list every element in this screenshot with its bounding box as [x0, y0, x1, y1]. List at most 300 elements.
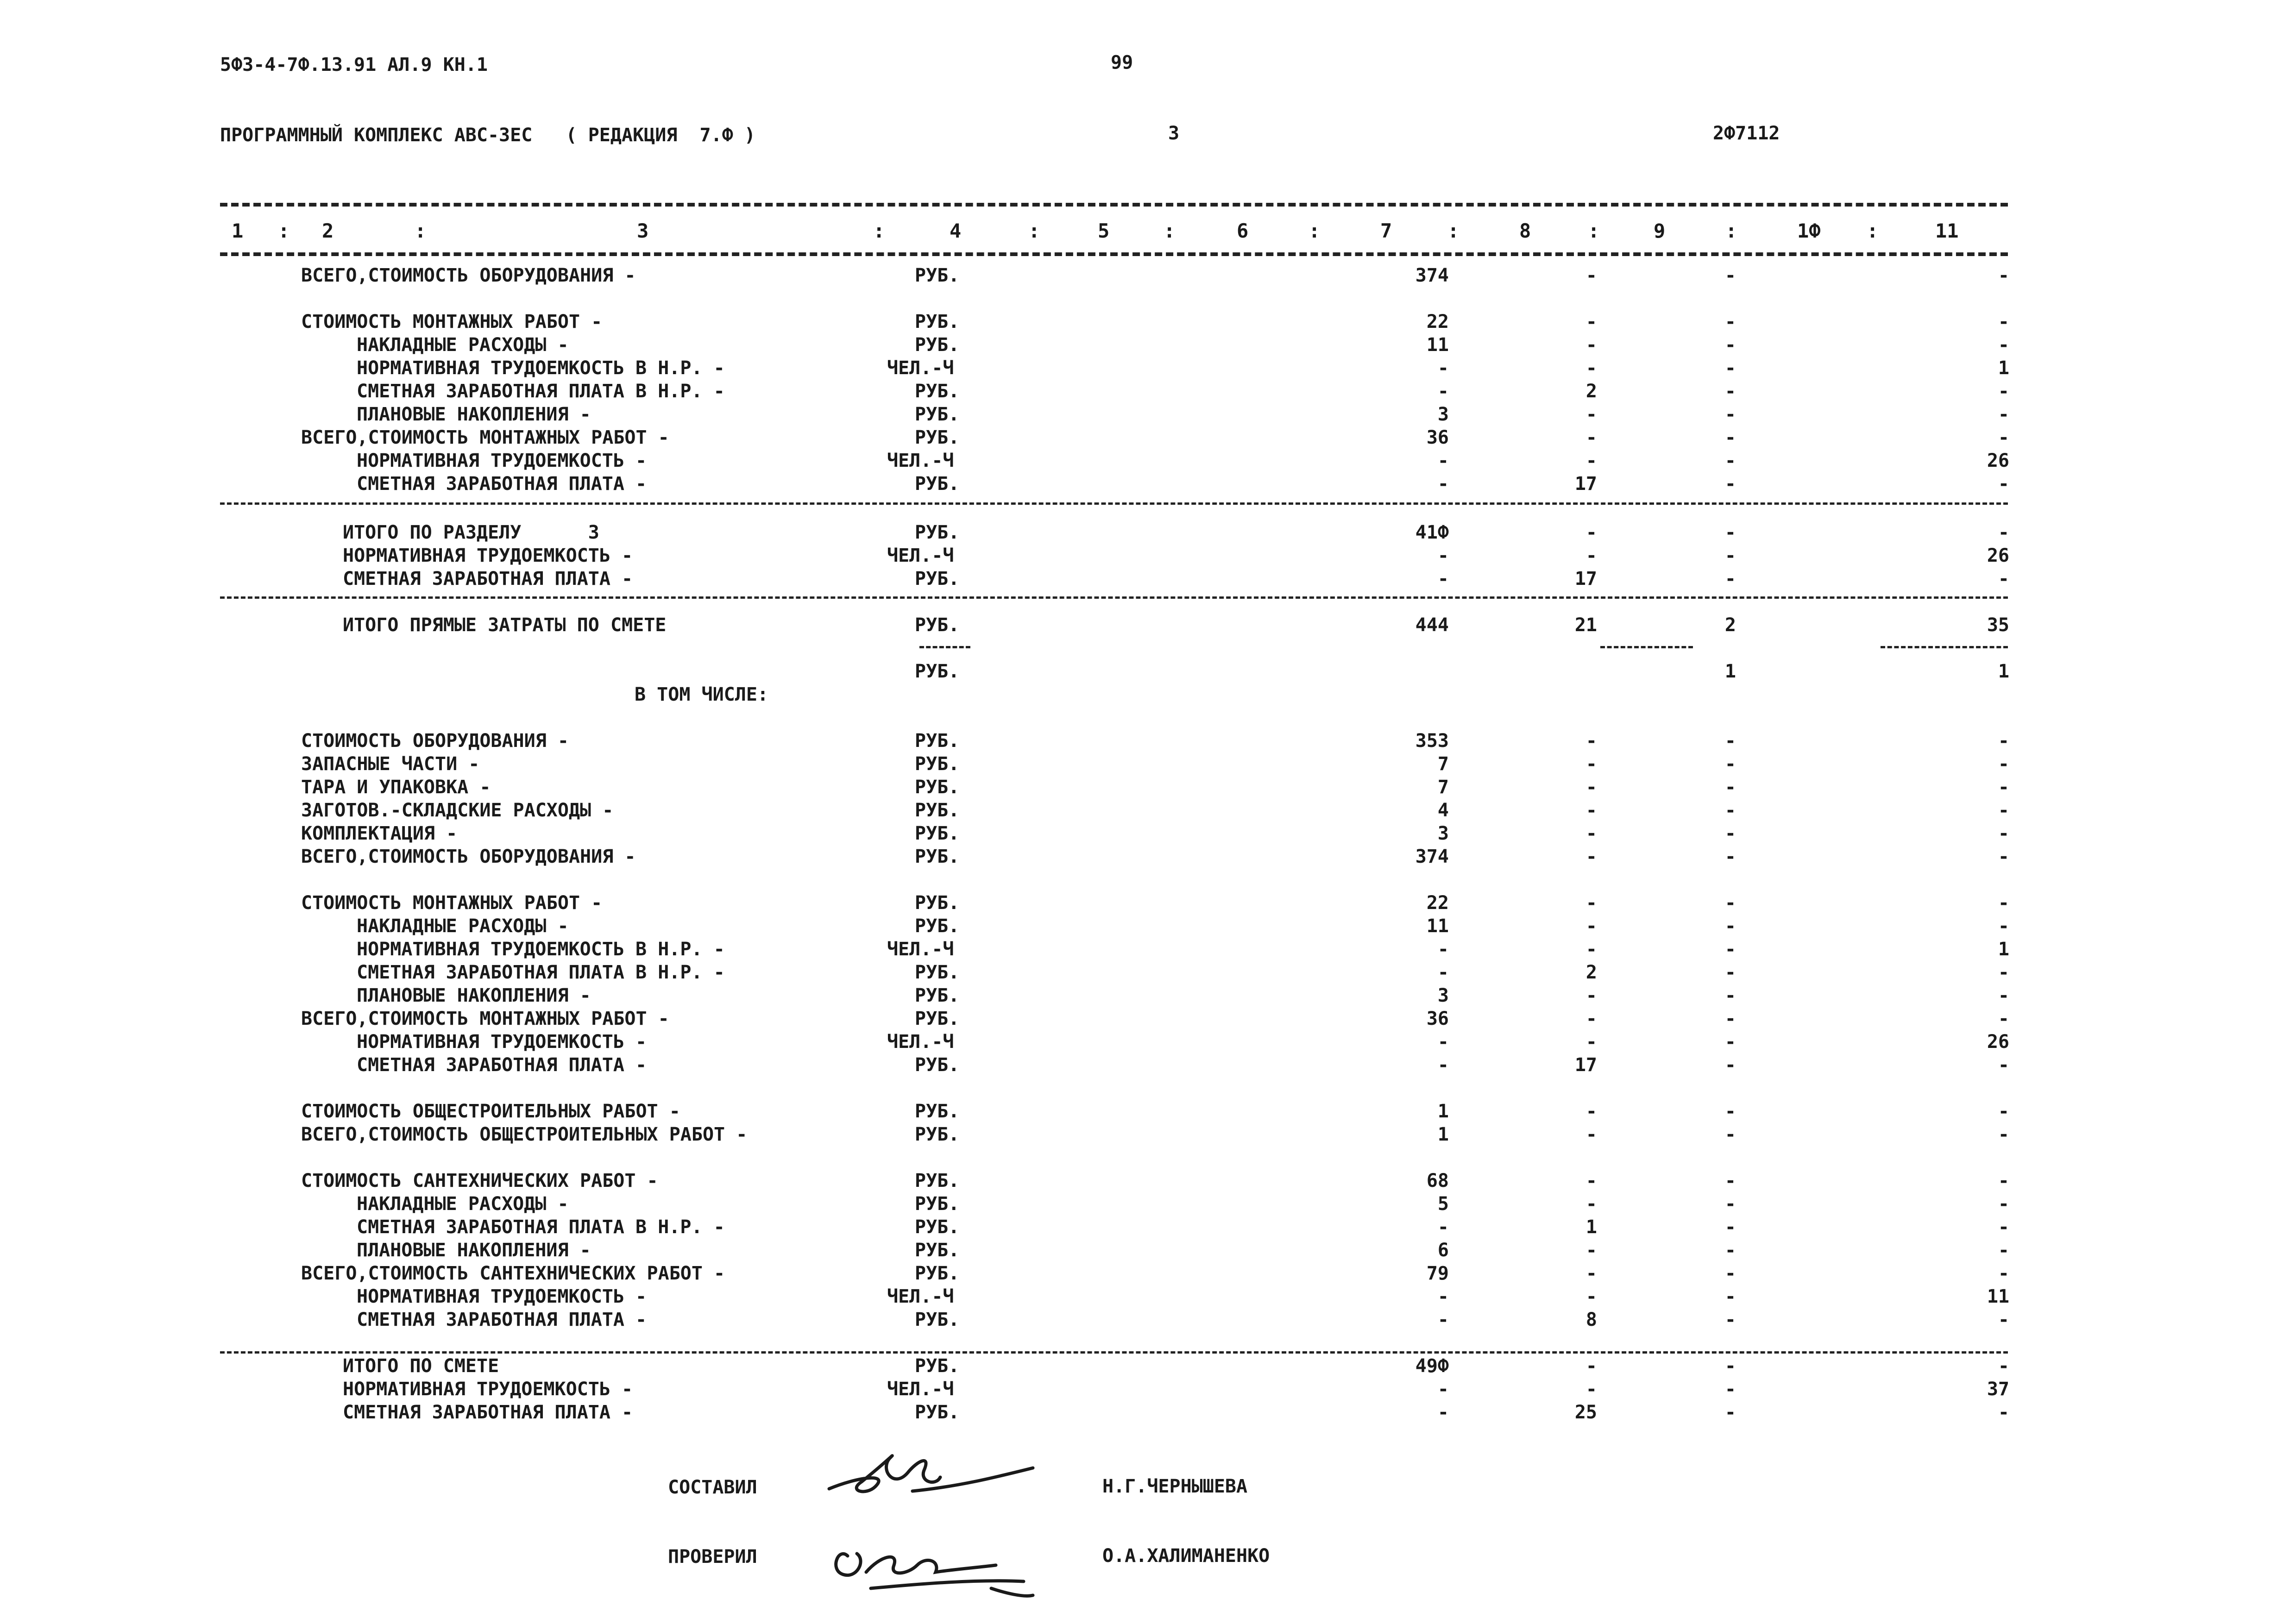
row-label: СТОИМОСТЬ МОНТАЖНЫХ РАБОТ -: [301, 311, 603, 332]
cell-col-7: 22: [1426, 892, 1449, 914]
row-label: СТОИМОСТЬ ОБЩЕСТРОИТЕЛЬНЫХ РАБОТ -: [301, 1101, 680, 1122]
table-row: [0, 1264, 2271, 1287]
cell-col-7: -: [1437, 939, 1449, 960]
page-number: 99: [1111, 52, 1133, 73]
row-unit: РУБ.: [915, 1008, 960, 1029]
cell-col-7: -: [1437, 1379, 1449, 1400]
row-label: СТОИМОСТЬ ОБОРУДОВАНИЯ -: [301, 730, 569, 752]
row-label: ИТОГО ПО СМЕТЕ: [343, 1355, 499, 1377]
cell-col-7: 11: [1426, 334, 1449, 356]
table-row: [0, 1287, 2271, 1310]
cell-col-9: -: [1724, 1355, 1736, 1377]
table-row: [0, 894, 2271, 917]
column-separator: :: [1447, 219, 1459, 242]
cell-col-8: 17: [1574, 1054, 1597, 1076]
cell-col-9: -: [1724, 892, 1736, 914]
row-unit: РУБ.: [915, 1124, 960, 1145]
row-unit: РУБ.: [915, 404, 960, 425]
cell-col-7: -: [1437, 1286, 1449, 1307]
cell-col-8: 8: [1585, 1309, 1597, 1330]
row-label: НАКЛАДНЫЕ РАСХОДЫ -: [357, 334, 569, 356]
row-label: ВСЕГО,СТОИМОСТЬ ОБЩЕСТРОИТЕЛЬНЫХ РАБОТ -: [301, 1124, 748, 1145]
cell-col-9: -: [1724, 962, 1736, 983]
row-label: НАКЛАДНЫЕ РАСХОДЫ -: [357, 915, 569, 937]
cell-col-7: 7: [1437, 777, 1449, 798]
table-row: [0, 847, 2271, 871]
column-separator: :: [1028, 219, 1040, 242]
column-9-subtotal-rule: [1600, 646, 1693, 648]
table-row: [0, 266, 2271, 289]
cell-col-7: -: [1437, 962, 1449, 983]
cell-col-11: -: [1998, 753, 2009, 775]
section-rule: [220, 1351, 2008, 1354]
cell-col-11: -: [1998, 427, 2009, 448]
table-row: [0, 1218, 2271, 1241]
row-unit: ЧЕЛ.-Ч: [887, 545, 954, 566]
row-label: СМЕТНАЯ ЗАРАБОТНАЯ ПЛАТА -: [343, 568, 633, 589]
row-unit: РУБ.: [915, 1263, 960, 1284]
cell-col-8: -: [1585, 985, 1597, 1006]
row-label: НОРМАТИВНАЯ ТРУДОЕМКОСТЬ -: [357, 1286, 647, 1307]
cell-col-9: 1: [1724, 661, 1736, 682]
table-row: [0, 917, 2271, 940]
cell-col-9: -: [1724, 939, 1736, 960]
cell-col-7: 353: [1415, 730, 1449, 752]
cell-col-9: -: [1724, 823, 1736, 844]
row-unit: ЧЕЛ.-Ч: [887, 450, 954, 471]
cell-col-8: -: [1585, 404, 1597, 425]
checker-name: О.А.ХАЛИМАНЕНКО: [1102, 1545, 1270, 1567]
row-unit: РУБ.: [915, 846, 960, 867]
cell-col-11: -: [1998, 1170, 2009, 1191]
cell-col-11: -: [1998, 1216, 2009, 1238]
row-unit: РУБ.: [915, 753, 960, 775]
row-label: СМЕТНАЯ ЗАРАБОТНАЯ ПЛАТА -: [357, 473, 647, 495]
cell-col-8: -: [1585, 1008, 1597, 1029]
row-label: СТОИМОСТЬ МОНТАЖНЫХ РАБОТ -: [301, 892, 603, 914]
table-row: [0, 1102, 2271, 1125]
cell-col-11: -: [1998, 334, 2009, 356]
row-label: СМЕТНАЯ ЗАРАБОТНАЯ ПЛАТА В Н.Р. -: [357, 962, 725, 983]
cell-col-7: 5: [1437, 1193, 1449, 1215]
row-label: СМЕТНАЯ ЗАРАБОТНАЯ ПЛАТА В Н.Р. -: [357, 1216, 725, 1238]
cell-col-7: -: [1437, 473, 1449, 495]
cell-col-11: -: [1998, 915, 2009, 937]
cell-col-9: -: [1724, 545, 1736, 566]
cell-col-8: -: [1585, 311, 1597, 332]
section-rule: [220, 502, 2008, 505]
row-label: СМЕТНАЯ ЗАРАБОТНАЯ ПЛАТА -: [357, 1054, 647, 1076]
table-row: [0, 1380, 2271, 1403]
row-label: ПЛАНОВЫЕ НАКОПЛЕНИЯ -: [357, 1240, 591, 1261]
cell-col-9: -: [1724, 777, 1736, 798]
table-row: [0, 778, 2271, 801]
row-unit: РУБ.: [915, 1054, 960, 1076]
table-row: [0, 963, 2271, 986]
section-rule: [220, 596, 2008, 599]
row-unit: РУБ.: [915, 568, 960, 589]
cell-col-11: -: [1998, 568, 2009, 589]
cell-col-9: -: [1724, 311, 1736, 332]
compiled-by-label: СОСТАВИЛ: [668, 1477, 757, 1498]
table-row: [0, 428, 2271, 451]
cell-col-7: 374: [1415, 265, 1449, 286]
cell-col-7: 374: [1415, 846, 1449, 867]
row-unit: РУБ.: [915, 915, 960, 937]
cell-col-8: 17: [1574, 568, 1597, 589]
row-label: ВСЕГО,СТОИМОСТЬ ОБОРУДОВАНИЯ -: [301, 265, 636, 286]
cell-col-7: -: [1437, 450, 1449, 471]
column-header-4: 4: [950, 219, 962, 242]
row-unit: РУБ.: [915, 1402, 960, 1423]
column-header-7: 7: [1380, 219, 1392, 242]
cell-col-7: 3: [1437, 823, 1449, 844]
cell-col-11: -: [1998, 800, 2009, 821]
column-separator: :: [278, 219, 290, 242]
cell-col-9: -: [1724, 730, 1736, 752]
row-unit: ЧЕЛ.-Ч: [887, 1286, 954, 1307]
cell-col-11: 1: [1998, 661, 2009, 682]
checker-signature: [829, 1528, 1070, 1602]
cell-col-7: -: [1437, 1309, 1449, 1330]
row-unit: ЧЕЛ.-Ч: [887, 1379, 954, 1400]
compiler-signature: [820, 1445, 1038, 1510]
column-header-10: 1Ф: [1797, 219, 1821, 242]
cell-col-7: -: [1437, 381, 1449, 402]
cell-col-8: 1: [1585, 1216, 1597, 1238]
row-label: НОРМАТИВНАЯ ТРУДОЕМКОСТЬ В Н.Р. -: [357, 357, 725, 379]
cell-col-11: -: [1998, 823, 2009, 844]
row-label: ИТОГО ПО РАЗДЕЛУ 3: [343, 522, 599, 543]
cell-col-11: 1: [1998, 939, 2009, 960]
cell-col-11: -: [1998, 1240, 2009, 1261]
table-row: [0, 824, 2271, 847]
cell-col-11: -: [1998, 1008, 2009, 1029]
cell-col-9: -: [1724, 357, 1736, 379]
row-label: СМЕТНАЯ ЗАРАБОТНАЯ ПЛАТА -: [343, 1402, 633, 1423]
cell-col-8: 21: [1574, 614, 1597, 636]
cell-col-8: -: [1585, 357, 1597, 379]
cell-col-8: -: [1585, 939, 1597, 960]
column-header-11: 11: [1935, 219, 1959, 242]
column-separator: :: [1867, 219, 1879, 242]
table-row: [0, 940, 2271, 963]
cell-col-11: -: [1998, 473, 2009, 495]
row-unit: РУБ.: [915, 823, 960, 844]
cell-col-11: 11: [1987, 1286, 2009, 1307]
cell-col-9: -: [1724, 404, 1736, 425]
cell-col-8: -: [1585, 1031, 1597, 1053]
cell-col-11: -: [1998, 962, 2009, 983]
cell-col-7: 68: [1426, 1170, 1449, 1191]
row-unit: РУБ.: [915, 381, 960, 402]
row-label: ВСЕГО,СТОИМОСТЬ МОНТАЖНЫХ РАБОТ -: [301, 1008, 669, 1029]
row-label: НОРМАТИВНАЯ ТРУДОЕМКОСТЬ -: [343, 545, 633, 566]
cell-col-8: -: [1585, 1355, 1597, 1377]
cell-col-8: 25: [1574, 1402, 1597, 1423]
cell-col-11: 26: [1987, 1031, 2009, 1053]
cell-col-7: 1: [1437, 1124, 1449, 1145]
cell-col-8: -: [1585, 1193, 1597, 1215]
cell-col-7: -: [1437, 568, 1449, 589]
cell-col-11: -: [1998, 1054, 2009, 1076]
cell-col-8: -: [1585, 1101, 1597, 1122]
cell-col-9: -: [1724, 1124, 1736, 1145]
cell-col-8: -: [1585, 265, 1597, 286]
cell-col-9: -: [1724, 265, 1736, 286]
cell-col-7: -: [1437, 1402, 1449, 1423]
row-unit: РУБ.: [915, 311, 960, 332]
cell-col-11: -: [1998, 1124, 2009, 1145]
table-row: [0, 1056, 2271, 1079]
cell-col-9: -: [1724, 427, 1736, 448]
cell-col-7: -: [1437, 545, 1449, 566]
table-row: [0, 1310, 2271, 1334]
cell-col-9: -: [1724, 1054, 1736, 1076]
table-row: [0, 1357, 2271, 1380]
column-11-subtotal-rule: [1881, 646, 2008, 648]
cell-col-9: -: [1724, 1031, 1736, 1053]
cell-col-8: -: [1585, 915, 1597, 937]
cell-col-9: -: [1724, 753, 1736, 775]
compiler-name: Н.Г.ЧЕРНЫШЕВА: [1102, 1476, 1248, 1497]
cell-col-9: -: [1724, 985, 1736, 1006]
row-label: ВСЕГО,СТОИМОСТЬ МОНТАЖНЫХ РАБОТ -: [301, 427, 669, 448]
cell-col-9: -: [1724, 522, 1736, 543]
table-row: [0, 1241, 2271, 1264]
cell-col-9: -: [1724, 381, 1736, 402]
cell-col-8: -: [1585, 892, 1597, 914]
cell-col-9: -: [1724, 1008, 1736, 1029]
row-unit: РУБ.: [915, 473, 960, 495]
cell-col-7: -: [1437, 1216, 1449, 1238]
cell-col-8: -: [1585, 334, 1597, 356]
cell-col-7: 11: [1426, 915, 1449, 937]
cell-col-11: -: [1998, 1402, 2009, 1423]
document-id: 2Ф7112: [1713, 123, 1780, 144]
table-row: [0, 801, 2271, 824]
cell-col-7: 4: [1437, 800, 1449, 821]
column-separator: :: [1725, 219, 1737, 242]
table-row: [0, 1195, 2271, 1218]
cell-col-9: -: [1724, 1101, 1736, 1122]
cell-col-9: -: [1724, 1379, 1736, 1400]
row-unit: РУБ.: [915, 1193, 960, 1215]
cell-col-8: 2: [1585, 381, 1597, 402]
program-title: ПРОГРАММНЫЙ КОМПЛЕКС АВС-3ЕС ( РЕДАКЦИЯ 7.Ф ): [220, 125, 755, 146]
cell-col-11: -: [1998, 730, 2009, 752]
column-header-2: 2: [322, 219, 334, 242]
row-unit: РУБ.: [915, 1216, 960, 1238]
cell-col-7: 36: [1426, 1008, 1449, 1029]
row-label: НОРМАТИВНАЯ ТРУДОЕМКОСТЬ -: [343, 1379, 633, 1400]
cell-col-11: -: [1998, 1193, 2009, 1215]
cell-col-11: -: [1998, 1355, 2009, 1377]
column-separator: :: [1164, 219, 1176, 242]
column-separator: :: [1308, 219, 1321, 242]
cell-col-9: -: [1724, 1240, 1736, 1261]
row-label: ЗАПАСНЫЕ ЧАСТИ -: [301, 753, 480, 775]
cell-col-9: -: [1724, 1216, 1736, 1238]
cell-col-11: -: [1998, 985, 2009, 1006]
document-code: 5Ф3-4-7Ф.13.91 АЛ.9 КН.1: [220, 54, 488, 75]
row-unit: ЧЕЛ.-Ч: [887, 939, 954, 960]
cell-col-8: -: [1585, 545, 1597, 566]
cell-col-9: -: [1724, 1263, 1736, 1284]
column-header-9: 9: [1654, 219, 1666, 242]
cell-col-8: -: [1585, 777, 1597, 798]
row-unit: РУБ.: [915, 1355, 960, 1377]
row-unit: РУБ.: [915, 985, 960, 1006]
cell-col-8: 17: [1574, 473, 1597, 495]
row-unit: РУБ.: [915, 777, 960, 798]
cell-col-7: 79: [1426, 1263, 1449, 1284]
row-label: НОРМАТИВНАЯ ТРУДОЕМКОСТЬ -: [357, 1031, 647, 1053]
row-unit: РУБ.: [915, 265, 960, 286]
row-unit: ЧЕЛ.-Ч: [887, 1031, 954, 1053]
unit-subtotal-rule: [919, 646, 970, 648]
cell-col-11: -: [1998, 892, 2009, 914]
cell-col-8: -: [1585, 823, 1597, 844]
table-row: [0, 382, 2271, 405]
cell-col-11: 37: [1987, 1379, 2009, 1400]
column-header-5: 5: [1098, 219, 1110, 242]
row-unit: РУБ.: [915, 427, 960, 448]
cell-col-9: -: [1724, 800, 1736, 821]
cell-col-8: -: [1585, 522, 1597, 543]
row-unit: РУБ.: [915, 1309, 960, 1330]
cell-col-7: 41Ф: [1415, 522, 1449, 543]
table-row: [0, 405, 2271, 428]
row-unit: РУБ.: [915, 661, 960, 682]
table-row: [0, 986, 2271, 1010]
cell-col-8: -: [1585, 1263, 1597, 1284]
cell-col-8: -: [1585, 753, 1597, 775]
cell-col-11: -: [1998, 1263, 2009, 1284]
cell-col-8: -: [1585, 730, 1597, 752]
row-label: СМЕТНАЯ ЗАРАБОТНАЯ ПЛАТА В Н.Р. -: [357, 381, 725, 402]
row-unit: РУБ.: [915, 730, 960, 752]
table-top-rule: [220, 203, 2008, 207]
cell-col-9: -: [1724, 1402, 1736, 1423]
table-row: [0, 616, 2271, 639]
cell-col-9: -: [1724, 1170, 1736, 1191]
cell-col-11: -: [1998, 381, 2009, 402]
cell-col-11: -: [1998, 1309, 2009, 1330]
column-separator: :: [415, 219, 427, 242]
cell-col-11: 35: [1987, 614, 2009, 636]
cell-col-7: 22: [1426, 311, 1449, 332]
cell-col-8: -: [1585, 846, 1597, 867]
cell-col-9: -: [1724, 846, 1736, 867]
cell-col-7: 3: [1437, 404, 1449, 425]
cell-col-8: -: [1585, 1286, 1597, 1307]
table-row: [0, 662, 2271, 685]
cell-col-9: -: [1724, 1286, 1736, 1307]
row-unit: ЧЕЛ.-Ч: [887, 357, 954, 379]
cell-col-8: -: [1585, 450, 1597, 471]
cell-col-11: 26: [1987, 545, 2009, 566]
cell-col-11: -: [1998, 311, 2009, 332]
row-label: В ТОМ ЧИСЛЕ:: [635, 684, 768, 705]
row-label: ВСЕГО,СТОИМОСТЬ ОБОРУДОВАНИЯ -: [301, 846, 636, 867]
cell-col-11: -: [1998, 777, 2009, 798]
row-label: СТОИМОСТЬ САНТЕХНИЧЕСКИХ РАБОТ -: [301, 1170, 658, 1191]
cell-col-8: -: [1585, 427, 1597, 448]
table-row: [0, 313, 2271, 336]
table-row: [0, 475, 2271, 498]
cell-col-7: 6: [1437, 1240, 1449, 1261]
row-label: НОРМАТИВНАЯ ТРУДОЕМКОСТЬ В Н.Р. -: [357, 939, 725, 960]
cell-col-7: 3: [1437, 985, 1449, 1006]
row-label: НАКЛАДНЫЕ РАСХОДЫ -: [357, 1193, 569, 1215]
row-unit: РУБ.: [915, 1101, 960, 1122]
row-unit: РУБ.: [915, 334, 960, 356]
table-row: [0, 546, 2271, 570]
row-unit: РУБ.: [915, 962, 960, 983]
cell-col-11: -: [1998, 404, 2009, 425]
cell-col-7: -: [1437, 1031, 1449, 1053]
cell-col-7: 1: [1437, 1101, 1449, 1122]
row-label: ПЛАНОВЫЕ НАКОПЛЕНИЯ -: [357, 404, 591, 425]
table-row: [0, 685, 2271, 709]
row-label: КОМПЛЕКТАЦИЯ -: [301, 823, 458, 844]
table-row: [0, 336, 2271, 359]
cell-col-9: -: [1724, 473, 1736, 495]
column-header-8: 8: [1519, 219, 1531, 242]
column-header-1: 1: [232, 219, 244, 242]
cell-col-8: 2: [1585, 962, 1597, 983]
cell-col-9: -: [1724, 568, 1736, 589]
sheet-number: 3: [1168, 123, 1180, 144]
cell-col-7: 49Ф: [1415, 1355, 1449, 1377]
table-row: [0, 1010, 2271, 1033]
row-unit: РУБ.: [915, 1240, 960, 1261]
checked-by-label: ПРОВЕРИЛ: [668, 1546, 757, 1568]
cell-col-11: 1: [1998, 357, 2009, 379]
cell-col-7: 444: [1415, 614, 1449, 636]
table-row: [0, 523, 2271, 546]
cell-col-9: -: [1724, 915, 1736, 937]
cell-col-8: -: [1585, 1124, 1597, 1145]
table-row: [0, 732, 2271, 755]
cell-col-8: -: [1585, 800, 1597, 821]
row-label: НОРМАТИВНАЯ ТРУДОЕМКОСТЬ -: [357, 450, 647, 471]
column-header-6: 6: [1237, 219, 1249, 242]
table-row: [0, 451, 2271, 475]
cell-col-7: -: [1437, 1054, 1449, 1076]
column-header-bottom-rule: [220, 252, 2008, 256]
cell-col-7: -: [1437, 357, 1449, 379]
column-header-3: 3: [637, 219, 649, 242]
row-label: СМЕТНАЯ ЗАРАБОТНАЯ ПЛАТА -: [357, 1309, 647, 1330]
column-separator: :: [1588, 219, 1600, 242]
row-label: ВСЕГО,СТОИМОСТЬ САНТЕХНИЧЕСКИХ РАБОТ -: [301, 1263, 725, 1284]
table-row: [0, 1403, 2271, 1426]
table-row: [0, 359, 2271, 382]
cell-col-7: 7: [1437, 753, 1449, 775]
cell-col-9: -: [1724, 334, 1736, 356]
cell-col-9: -: [1724, 1193, 1736, 1215]
table-row: [0, 1172, 2271, 1195]
cell-col-11: -: [1998, 522, 2009, 543]
cell-col-9: -: [1724, 450, 1736, 471]
row-unit: РУБ.: [915, 1170, 960, 1191]
cell-col-11: -: [1998, 265, 2009, 286]
table-row: [0, 755, 2271, 778]
row-label: ИТОГО ПРЯМЫЕ ЗАТРАТЫ ПО СМЕТЕ: [343, 614, 667, 636]
cell-col-11: -: [1998, 846, 2009, 867]
